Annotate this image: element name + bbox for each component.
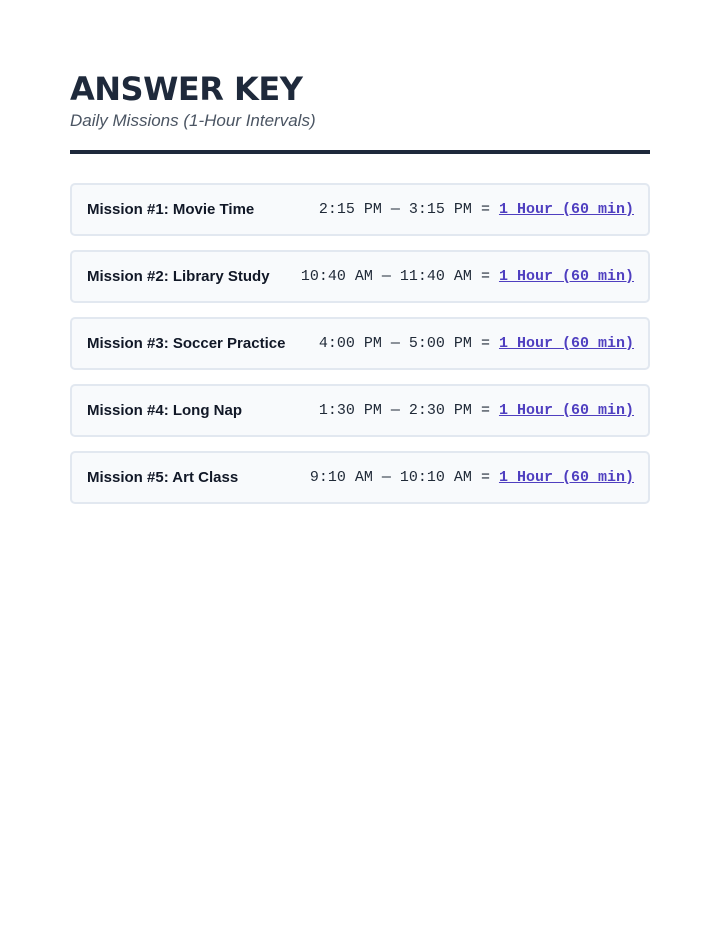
answer-value: 1 Hour (60 min) [498,469,634,486]
mission-equation [319,201,634,218]
range-dash: — [381,268,391,285]
end-time: 11:40 AM [399,268,472,285]
page-title: ANSWER KEY [70,70,303,108]
end-time: 10:10 AM [399,469,472,486]
range-dash: — [381,469,391,486]
range-dash: — [390,201,400,218]
header-divider [70,150,650,154]
range-dash: — [390,335,400,352]
mission-name: Mission #4: Long Nap [87,402,243,419]
mission-card-2 [70,250,650,303]
mission-name: Mission #2: Library Study [87,268,270,285]
mission-equation [310,469,634,486]
range-dash: — [390,402,400,419]
answer-value: 1 Hour (60 min) [498,335,634,352]
end-time: 3:15 PM [408,201,472,218]
equals-sign: = [480,469,490,486]
end-time: 2:30 PM [408,402,472,419]
answer-value: 1 Hour (60 min) [498,268,634,285]
mission-card-1 [70,183,650,236]
mission-card-4 [70,384,650,437]
mission-equation [319,402,634,419]
mission-card-5 [70,451,650,504]
start-time: 10:40 AM [300,268,373,285]
equals-sign: = [480,335,490,352]
start-time: 4:00 PM [318,335,382,352]
equals-sign: = [480,201,490,218]
equals-sign: = [480,402,490,419]
start-time: 9:10 AM [309,469,373,486]
mission-name: Mission #1: Movie Time [87,201,255,218]
mission-equation [301,268,634,285]
page-subtitle: Daily Missions (1-Hour Intervals) [70,111,316,130]
answer-value: 1 Hour (60 min) [498,201,634,218]
mission-name: Mission #3: Soccer Practice [87,335,286,352]
start-time: 2:15 PM [318,201,382,218]
end-time: 5:00 PM [408,335,472,352]
mission-card-3 [70,317,650,370]
answer-value: 1 Hour (60 min) [498,402,634,419]
mission-list [70,183,650,504]
mission-name: Mission #5: Art Class [87,469,239,486]
equals-sign: = [480,268,490,285]
start-time: 1:30 PM [318,402,382,419]
mission-equation [319,335,634,352]
